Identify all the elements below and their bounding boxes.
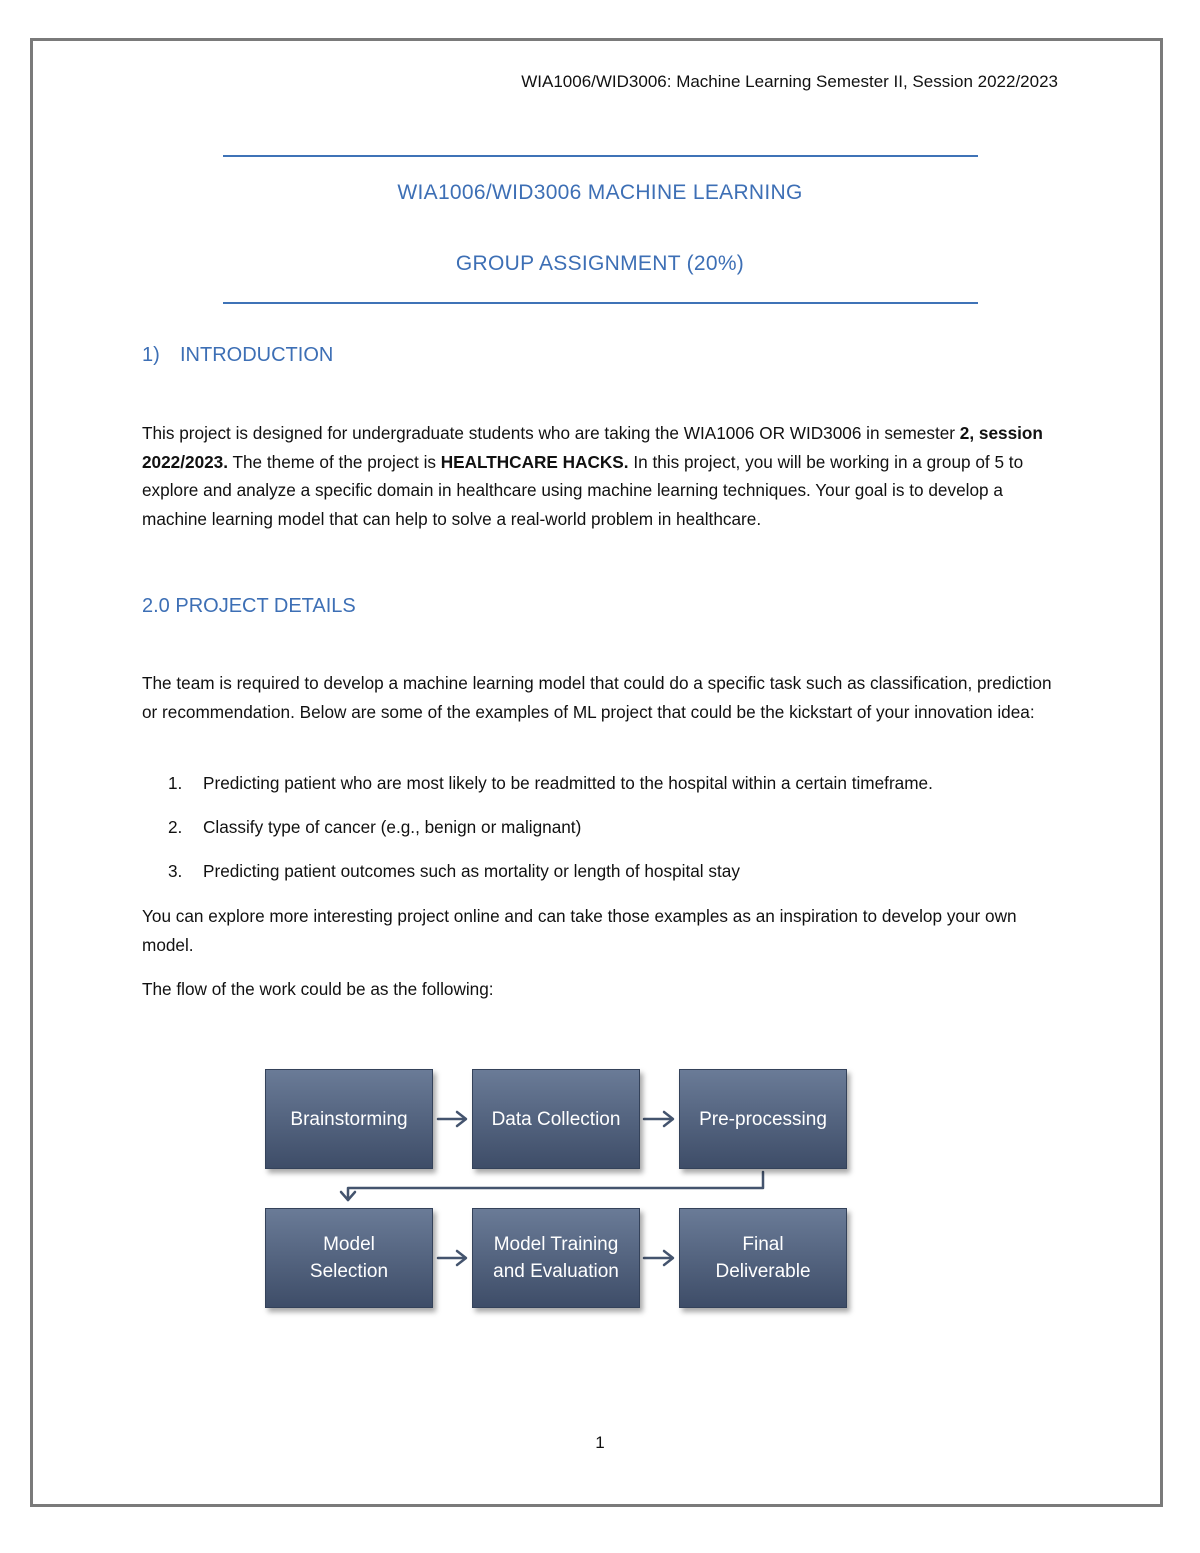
intro-theme-bold: HEALTHCARE HACKS. — [440, 451, 629, 472]
details-paragraph: The team is required to develop a machine learning model that could do a specific task such as classification, prediction or recommendation. Below are some of the examples of ML project that could be the kickstart of your innovation idea: — [142, 673, 1052, 722]
flow-step-label-line2: Selection — [309, 1261, 389, 1282]
arrow-brainstorming-to-data-collection — [438, 1112, 466, 1126]
arrow-model-selection-to-training — [438, 1251, 466, 1265]
intro-heading-text: INTRODUCTION — [180, 344, 334, 366]
running-header: WIA1006/WID3006: Machine Learning Semester II, Session 2022/2023 — [521, 72, 1058, 91]
list-item-number: 3. — [168, 861, 183, 881]
intro-text-start: This project is designed for undergraduate students who are taking the WIA1006 OR WID3006 in semester — [142, 423, 960, 443]
list-item-text: Predicting patient outcomes such as mortality or length of hospital stay — [203, 861, 740, 881]
list-item-text: Predicting patient who are most likely to be readmitted to the hospital within a certain timeframe. — [203, 773, 933, 793]
flow-step-label: Brainstorming — [290, 1108, 408, 1130]
arrow-training-to-final-deliverable — [644, 1251, 673, 1265]
arrow-data-collection-to-preprocessing — [644, 1112, 673, 1126]
intro-text-end: In this project, you will be working in a group of 5 to explore and analyze a specific domain in healthcare using machine learning techniques. Your goal is to develop a machine learning model that can help to solve a real-world problem in healthcare. — [142, 451, 1024, 529]
intro-text-middle: The theme of the project is — [228, 451, 441, 472]
list-item-text: Classify type of cancer (e.g., benign or malignant) — [203, 817, 582, 837]
document-subtitle: GROUP ASSIGNMENT (20%) — [455, 252, 745, 275]
flow-step-preprocessing — [679, 1069, 847, 1169]
flow-step-label: Pre-processing — [699, 1108, 827, 1130]
page-number: 1 — [595, 1433, 605, 1452]
details-heading: 2.0 PROJECT DETAILS — [142, 595, 356, 617]
flow-step-label-line2: Deliverable — [715, 1261, 811, 1282]
flow-step-label: Model Training — [493, 1234, 619, 1255]
list-item-number: 2. — [168, 817, 183, 837]
flow-step-model-selection — [265, 1208, 433, 1308]
flow-step-label: Data Collection — [491, 1108, 621, 1130]
flow-intro-paragraph: The flow of the work could be as the following: — [142, 979, 494, 999]
flow-step-label: Final — [742, 1234, 784, 1255]
explore-paragraph: You can explore more interesting project online and can take those examples as an inspiration to develop your own model. — [142, 906, 1017, 955]
flow-step-brainstorming — [265, 1069, 433, 1169]
arrow-preprocessing-to-model-selection — [341, 1172, 763, 1200]
document-title: WIA1006/WID3006 MACHINE LEARNING — [397, 181, 803, 204]
flow-step-model-training — [472, 1208, 640, 1308]
flow-step-label-line2: and Evaluation — [493, 1261, 619, 1282]
flow-step-final-deliverable — [679, 1208, 847, 1308]
intro-heading-number: 1) — [142, 344, 160, 366]
list-item-number: 1. — [168, 773, 183, 793]
flow-step-label: Model — [323, 1234, 375, 1255]
flow-step-data-collection — [472, 1069, 640, 1169]
intro-session-bold: 2, session 2022/2023. — [142, 423, 1043, 472]
